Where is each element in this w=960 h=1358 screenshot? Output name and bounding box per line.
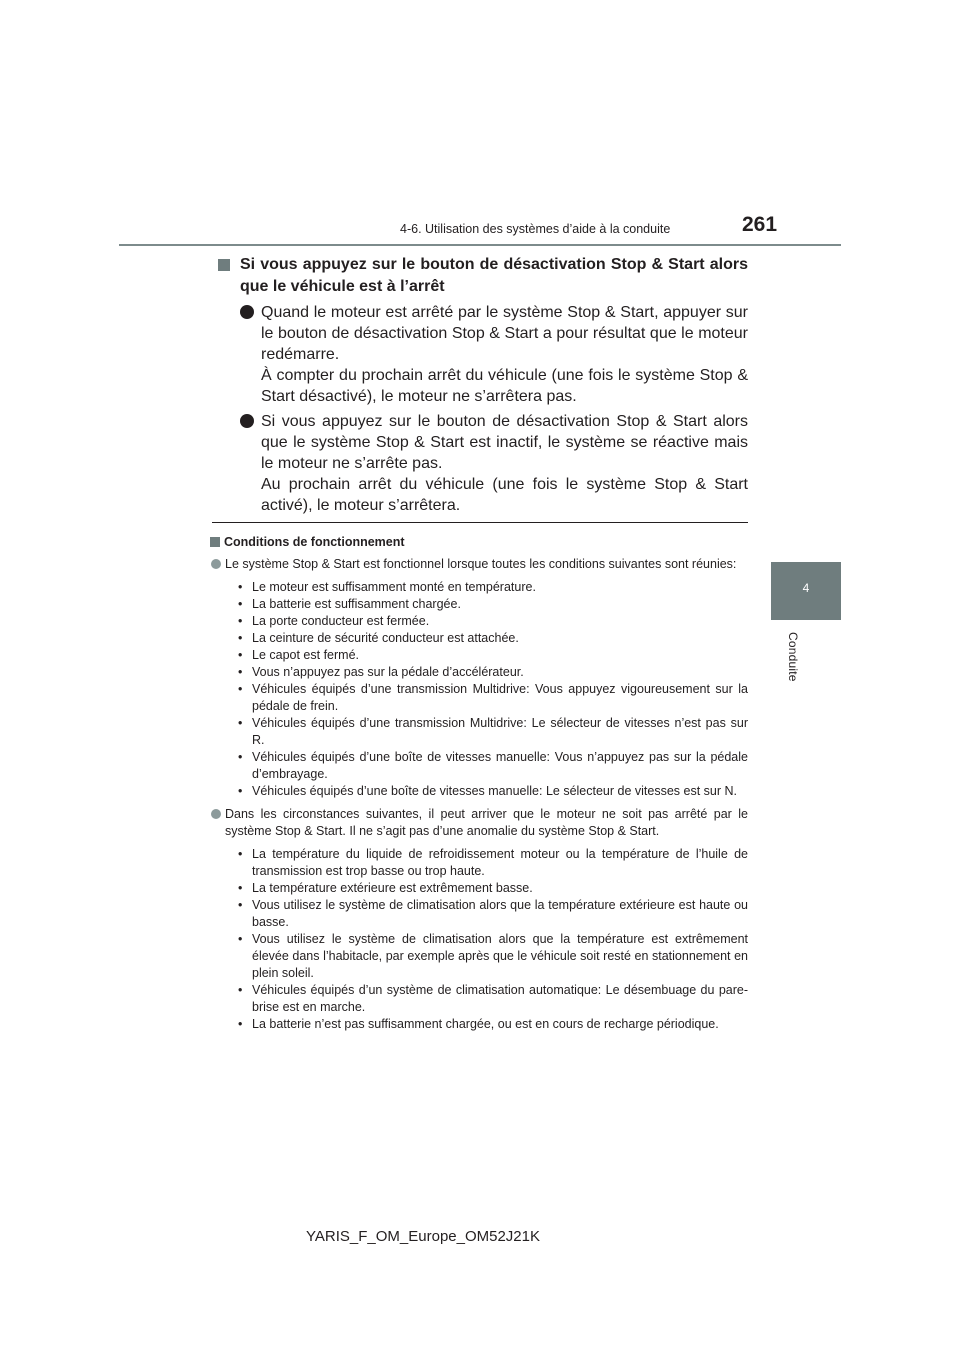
square-bullet-icon [210, 537, 220, 547]
conditions-list [210, 579, 748, 800]
list-item: • Le moteur est suffisamment monté en température. [238, 579, 748, 596]
page-number: 261 [742, 213, 778, 236]
section-divider [212, 522, 748, 523]
chapter-tab-label: Conduite [786, 632, 800, 682]
list-item: • Véhicules équipés d’une boîte de vitesses manuelle: Le sélecteur de vitesses est sur N. [238, 783, 748, 800]
chapter-tab [771, 562, 841, 620]
chapter-tab-number: 4 [802, 581, 810, 595]
list-item: • La batterie n’est pas suffisamment chargée, ou est en cours de recharge périodique. [238, 1016, 748, 1033]
list-item: • Véhicules équipés d’une boîte de vitesses manuelle: Vous n’appuyez pas sur la pédale d’embrayage. [238, 749, 748, 783]
list-item: • La batterie est suffisamment chargée. [238, 596, 748, 613]
conditions-bullet-text: Le système Stop & Start est fonctionnel lorsque toutes les conditions suivantes sont réunies: [225, 557, 737, 571]
document-footer: YARIS_F_OM_Europe_OM52J21K [306, 1228, 541, 1245]
list-item: • La porte conducteur est fermée. [238, 613, 748, 630]
round-bullet-icon [240, 305, 254, 319]
list-item: • Véhicules équipés d’une transmission Multidrive: Le sélecteur de vitesses n’est pas sur R. [238, 715, 748, 749]
bullet-paragraph: Quand le moteur est arrêté par le système Stop & Start, appuyer sur le bouton de désactivation Stop & Start a pour résultat que le moteur redémarre. [261, 304, 748, 363]
header-rule [119, 244, 841, 246]
bullet-paragraph: Si vous appuyez sur le bouton de désactivation Stop & Start alors que le système Stop & Start est inactif, le système se réactive mais le moteur ne s’arrête pas. [261, 413, 748, 472]
round-bullet-icon [240, 414, 254, 428]
circumstances-list [210, 846, 748, 1033]
running-header-section: 4-6. Utilisation des systèmes d’aide à la conduite [400, 222, 671, 236]
bullet-item [218, 411, 748, 516]
section-heading [218, 254, 748, 298]
round-bullet-icon [211, 809, 221, 819]
section-heading-text: Si vous appuyez sur le bouton de désactivation Stop & Start alors que le véhicule est à l’arrêt [240, 256, 748, 295]
conditions-section [210, 534, 748, 1039]
conditions-bullet [210, 806, 748, 840]
square-bullet-icon [218, 259, 230, 271]
list-item: • Vous utilisez le système de climatisation alors que la température est extrêmement élevée dans l’habitacle, par exemple après que le véhicule soit resté en stationnement en plein soleil. [238, 931, 748, 982]
list-item: • Véhicules équipés d’une transmission Multidrive: Vous appuyez vigoureusement sur la pédale de frein. [238, 681, 748, 715]
bullet-paragraph: À compter du prochain arrêt du véhicule (une fois le système Stop & Start désactivé), le moteur ne s’arrêtera pas. [261, 367, 748, 405]
list-item: • La température du liquide de refroidissement moteur ou la température de l’huile de transmission est trop basse ou trop haute. [238, 846, 748, 880]
main-content [218, 254, 748, 516]
bullet-item [218, 302, 748, 407]
list-item: • Le capot est fermé. [238, 647, 748, 664]
conditions-heading [210, 534, 748, 551]
list-item: • Vous utilisez le système de climatisation alors que la température extérieure est haute ou basse. [238, 897, 748, 931]
conditions-heading-text: Conditions de fonctionnement [224, 535, 405, 549]
list-item: • La température extérieure est extrêmement basse. [238, 880, 748, 897]
conditions-bullet [210, 556, 748, 573]
bullet-paragraph: Au prochain arrêt du véhicule (une fois le système Stop & Start activé), le moteur s’arrêtera. [261, 476, 748, 514]
list-item: • Vous n’appuyez pas sur la pédale d’accélérateur. [238, 664, 748, 681]
conditions-bullet-text: Dans les circonstances suivantes, il peut arriver que le moteur ne soit pas arrêté par le système Stop & Start. Il ne s’agit pas d’une anomalie du système Stop & Start. [225, 807, 748, 838]
round-bullet-icon [211, 559, 221, 569]
list-item: • Véhicules équipés d’un système de climatisation automatique: Le désembuage du pare-brise est en marche. [238, 982, 748, 1016]
list-item: • La ceinture de sécurité conducteur est attachée. [238, 630, 748, 647]
